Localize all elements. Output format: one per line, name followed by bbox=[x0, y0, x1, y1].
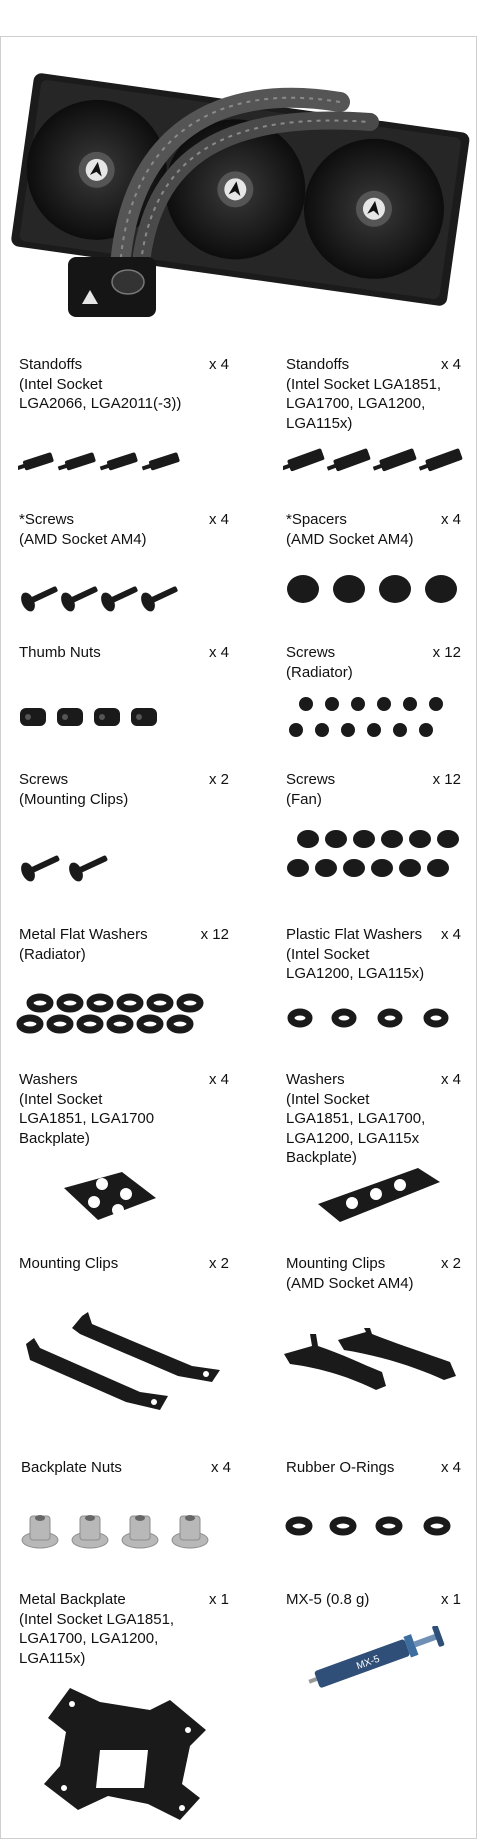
mounting-clips-intel-image bbox=[22, 1310, 227, 1422]
mounting-clips-amd-image bbox=[282, 1328, 462, 1404]
screws-radiator-image bbox=[284, 694, 464, 742]
thermal-paste-syringe-image bbox=[300, 1626, 450, 1696]
standoffs-image bbox=[283, 436, 468, 476]
backplate-nuts-image bbox=[18, 1508, 218, 1552]
spacers-image bbox=[285, 572, 463, 606]
metal-backplate-image bbox=[30, 1680, 220, 1830]
plastic-flat-washers-image bbox=[286, 1006, 456, 1030]
metal-flat-washers-image bbox=[16, 992, 206, 1036]
washer-plate-strip-image bbox=[314, 1160, 444, 1226]
pump-block bbox=[68, 257, 156, 317]
thumb-nuts-image bbox=[18, 703, 163, 731]
screws-fan-image bbox=[284, 826, 464, 884]
standoffs-image bbox=[18, 438, 188, 478]
screws-mounting-clips-image bbox=[18, 838, 118, 884]
washer-plate-square-image bbox=[58, 1168, 160, 1224]
rubber-o-rings-image bbox=[285, 1514, 460, 1538]
thermal-paste-label: MX-5 bbox=[355, 1653, 382, 1673]
screws-amd-image bbox=[18, 568, 188, 614]
cooler-product-image bbox=[10, 42, 470, 332]
